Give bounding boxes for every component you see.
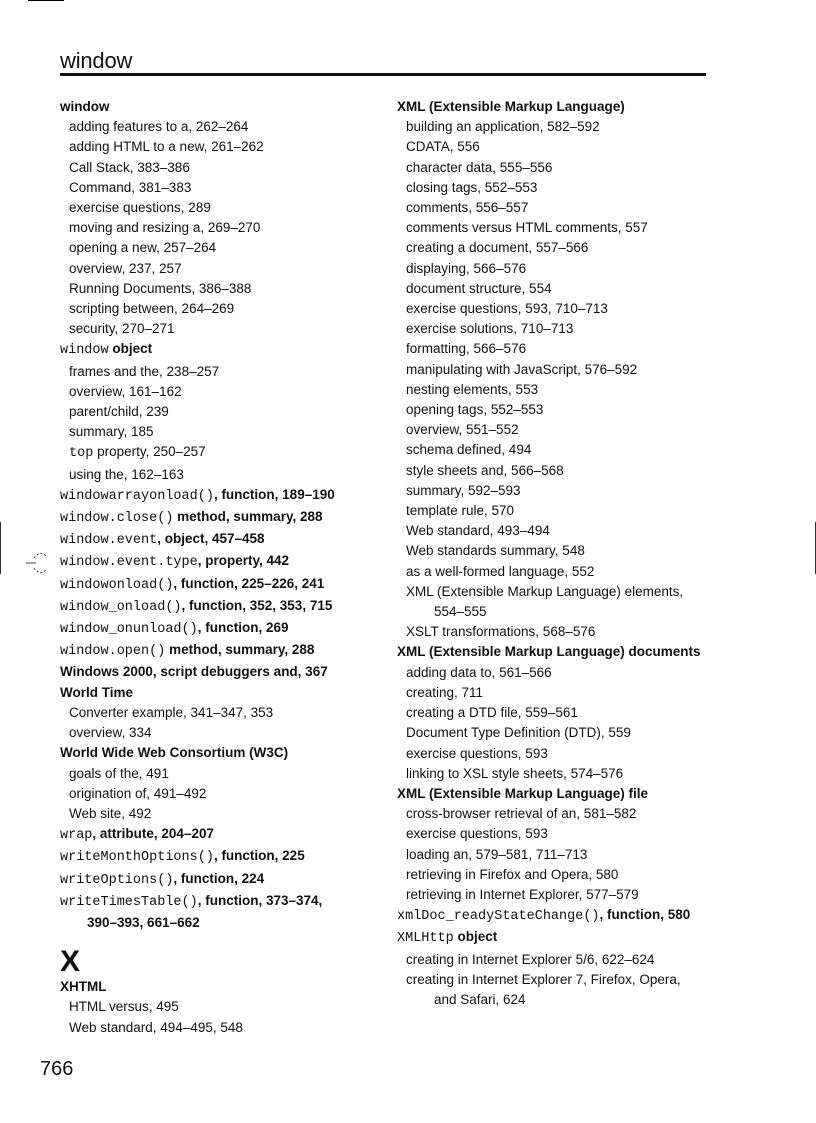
entry-text: World Time	[60, 684, 134, 700]
entry-text: Call Stack, 383–386	[69, 159, 190, 175]
index-subentry	[397, 299, 727, 319]
entry-text: 554–555	[434, 604, 487, 620]
entry-text: , function, 352, 353, 715	[181, 597, 333, 613]
index-subentry	[60, 723, 390, 743]
entry-text: Web standard, 494–495, 548	[69, 1019, 243, 1035]
entry-text: displaying, 566–576	[406, 260, 527, 276]
index-subentry	[60, 997, 390, 1017]
code-term: top	[69, 446, 94, 462]
index-subentry	[397, 501, 727, 521]
code-term: window	[60, 343, 109, 359]
index-subentry	[397, 562, 727, 582]
index-subentry	[60, 178, 390, 198]
index-subentry	[397, 339, 727, 359]
code-term: window.close()	[60, 511, 174, 527]
entry-text: style sheets and, 566–568	[406, 462, 564, 478]
entry-text: , function, 225–226, 241	[173, 575, 325, 591]
index-column-right	[397, 97, 727, 1010]
entry-text: manipulating with JavaScript, 576–592	[406, 361, 638, 377]
index-subentry	[397, 865, 727, 885]
entry-text: parent/child, 239	[69, 404, 169, 420]
index-subentry	[397, 198, 727, 218]
code-term: wrap	[60, 828, 93, 844]
index-subentry	[60, 299, 390, 319]
index-subentry	[60, 1018, 390, 1038]
entry-text: XML (Extensible Markup Language) documents	[397, 644, 701, 660]
entry-text: , function, 224	[173, 870, 265, 886]
index-subentry	[397, 178, 727, 198]
entry-text: building an application, 582–592	[406, 119, 600, 135]
entry-text: XML (Extensible Markup Language)	[397, 99, 625, 114]
index-entry	[397, 784, 727, 804]
entry-text: Windows 2000, script debuggers and, 367	[60, 664, 328, 680]
index-entry	[60, 743, 390, 763]
code-term: window_onload()	[60, 599, 182, 615]
top-rule	[28, 0, 64, 1]
entry-text: method, summary, 288	[165, 642, 315, 658]
index-subentry	[397, 400, 727, 420]
entry-text: 390–393, 661–662	[87, 914, 200, 930]
index-subentry	[60, 238, 390, 258]
code-term: writeTimesTable()	[60, 894, 198, 910]
index-subentry-continuation	[397, 602, 727, 622]
index-subentry	[397, 218, 727, 238]
entry-text: , function, 269	[197, 620, 289, 636]
header-rule	[60, 73, 706, 76]
index-subentry	[397, 703, 727, 723]
entry-text: overview, 237, 257	[69, 260, 182, 276]
entry-text: creating in Internet Explorer 7, Firefox, Opera,	[406, 971, 681, 987]
index-subentry	[60, 703, 390, 723]
index-subentry	[397, 663, 727, 683]
entry-text: XML (Extensible Markup Language) elements,	[406, 583, 684, 599]
index-subentry	[397, 764, 727, 784]
entry-text: adding data to, 561–566	[406, 664, 552, 680]
index-entry	[60, 618, 390, 640]
code-term: window.open()	[60, 644, 166, 660]
index-entry	[60, 977, 390, 997]
index-subentry	[60, 465, 390, 485]
entry-text: retrieving in Internet Explorer, 577–579	[406, 886, 639, 902]
page-edge-mark-left	[0, 522, 1, 574]
entry-text: X	[60, 945, 81, 979]
index-subentry	[60, 279, 390, 299]
index-subentry	[397, 744, 727, 764]
index-subentry	[397, 970, 727, 990]
index-column-left	[60, 97, 390, 1038]
entry-text: moving and resizing a, 269–270	[69, 220, 261, 236]
index-subentry	[397, 440, 727, 460]
index-subentry	[397, 420, 727, 440]
entry-text: Web standard, 493–494	[406, 523, 550, 539]
entry-text: comments versus HTML comments, 557	[406, 220, 648, 236]
index-entry	[60, 891, 390, 913]
entry-text: exercise questions, 289	[69, 200, 211, 216]
index-subentry	[60, 442, 390, 464]
index-entry	[60, 869, 390, 891]
index-subentry	[397, 279, 727, 299]
entry-text: adding HTML to a new, 261–262	[69, 139, 264, 155]
index-subentry	[397, 824, 727, 844]
index-entry	[60, 339, 390, 361]
entry-text: document structure, 554	[406, 280, 552, 296]
index-entry	[397, 927, 727, 949]
entry-text: formatting, 566–576	[406, 341, 527, 357]
index-entry	[60, 683, 390, 703]
index-subentry	[397, 259, 727, 279]
code-term: writeMonthOptions()	[60, 850, 214, 866]
index-entry	[60, 596, 390, 618]
entry-text: , property, 442	[197, 553, 290, 569]
entry-text: creating a DTD file, 559–561	[406, 705, 578, 721]
index-subentry	[397, 461, 727, 481]
entry-text: goals of the, 491	[69, 765, 169, 781]
entry-text: as a well-formed language, 552	[406, 563, 595, 579]
index-subentry	[397, 137, 727, 157]
index-subentry	[397, 723, 727, 743]
index-subentry	[60, 117, 390, 137]
index-entry	[397, 905, 727, 927]
entry-text: closing tags, 552–553	[406, 179, 538, 195]
index-subentry	[397, 582, 727, 602]
code-term: windowarrayonload()	[60, 488, 214, 504]
index-subentry	[60, 218, 390, 238]
index-subentry	[60, 198, 390, 218]
index-subentry	[60, 137, 390, 157]
entry-text: method, summary, 288	[173, 509, 323, 525]
index-subentry	[397, 521, 727, 541]
index-subentry	[397, 117, 727, 137]
entry-text: overview, 551–552	[406, 422, 519, 438]
index-subentry	[60, 784, 390, 804]
entry-text: summary, 592–593	[406, 482, 521, 498]
index-subentry	[397, 158, 727, 178]
entry-text: , function, 373–374,	[197, 892, 323, 908]
index-subentry	[397, 622, 727, 642]
entry-text: , attribute, 204–207	[92, 826, 214, 842]
code-term: windowonload()	[60, 577, 174, 593]
entry-text: frames and the, 238–257	[69, 363, 220, 379]
entry-text: Converter example, 341–347, 353	[69, 704, 274, 720]
entry-text: creating in Internet Explorer 5/6, 622–624	[406, 951, 655, 967]
entry-text: creating, 711	[406, 684, 484, 700]
index-entry	[60, 507, 390, 529]
index-subentry	[397, 541, 727, 561]
index-entry	[60, 97, 390, 117]
code-term: window_onunload()	[60, 622, 198, 638]
entry-text: linking to XSL style sheets, 574–576	[406, 765, 624, 781]
index-subentry	[60, 259, 390, 279]
page-number: 766	[40, 1058, 74, 1080]
entry-text: character data, 555–556	[406, 159, 553, 175]
index-entry	[60, 640, 390, 662]
index-subentry	[397, 804, 727, 824]
index-entry-continuation	[60, 913, 390, 933]
entry-text: , function, 189–190	[213, 486, 335, 502]
index-subentry	[397, 380, 727, 400]
entry-text: object	[453, 929, 498, 945]
code-term: XMLHttp	[397, 931, 454, 947]
entry-text: exercise solutions, 710–713	[406, 321, 574, 337]
index-entry	[397, 97, 727, 117]
entry-text: creating a document, 557–566	[406, 240, 589, 256]
code-term: xmlDoc_readyStateChange()	[397, 909, 600, 925]
index-subentry	[397, 950, 727, 970]
entry-text: adding features to a, 262–264	[69, 119, 249, 135]
code-term: writeOptions()	[60, 872, 174, 888]
index-subentry	[60, 422, 390, 442]
entry-text: Command, 381–383	[69, 179, 192, 195]
entry-text: comments, 556–557	[406, 200, 529, 216]
entry-text: scripting between, 264–269	[69, 301, 235, 317]
entry-text: loading an, 579–581, 711–713	[406, 846, 588, 862]
index-entry	[60, 824, 390, 846]
index-entry	[60, 551, 390, 573]
entry-text: Document Type Definition (DTD), 559	[406, 725, 631, 741]
index-subentry	[397, 360, 727, 380]
index-entry	[60, 529, 390, 551]
code-term: window.event.type	[60, 555, 198, 571]
code-term: window.event	[60, 533, 158, 549]
index-entry	[60, 662, 390, 682]
index-subentry-continuation	[397, 990, 727, 1010]
entry-text: , object, 457–458	[157, 531, 265, 547]
index-subentry	[60, 158, 390, 178]
entry-text: XML (Extensible Markup Language) file	[397, 785, 649, 801]
index-subentry	[60, 319, 390, 339]
entry-text: HTML versus, 495	[69, 999, 179, 1015]
entry-text: overview, 334	[69, 725, 152, 741]
entry-text: cross-browser retrieval of an, 581–582	[406, 806, 637, 822]
scan-artifact-mark	[24, 548, 58, 580]
index-subentry	[60, 362, 390, 382]
index-entry	[60, 846, 390, 868]
entry-text: object	[108, 341, 153, 357]
index-subentry	[60, 764, 390, 784]
entry-text: Web standards summary, 548	[406, 543, 585, 559]
entry-text: and Safari, 624	[434, 991, 526, 1007]
index-subentry	[397, 238, 727, 258]
entry-text: World Wide Web Consortium (W3C)	[60, 745, 289, 761]
entry-text: opening a new, 257–264	[69, 240, 217, 256]
index-subentry	[60, 804, 390, 824]
entry-text: window	[60, 99, 110, 114]
entry-text: , function, 580	[599, 907, 691, 923]
entry-text: overview, 161–162	[69, 383, 182, 399]
entry-text: , function, 225	[213, 848, 305, 864]
entry-text: nesting elements, 553	[406, 381, 539, 397]
entry-text: exercise questions, 593, 710–713	[406, 301, 608, 317]
entry-text: CDATA, 556	[406, 139, 480, 155]
index-entry	[397, 642, 727, 662]
entry-text: property, 250–257	[93, 444, 206, 460]
entry-text: XHTML	[60, 979, 107, 995]
index-subentry	[60, 382, 390, 402]
entry-text: opening tags, 552–553	[406, 402, 544, 418]
index-entry	[60, 574, 390, 596]
entry-text: exercise questions, 593	[406, 745, 548, 761]
index-subentry	[397, 885, 727, 905]
entry-text: retrieving in Firefox and Opera, 580	[406, 866, 619, 882]
section-letter	[60, 943, 390, 977]
entry-text: exercise questions, 593	[406, 826, 548, 842]
entry-text: XSLT transformations, 568–576	[406, 624, 596, 640]
index-subentry	[397, 683, 727, 703]
entry-text: Running Documents, 386–388	[69, 280, 252, 296]
entry-text: origination of, 491–492	[69, 785, 207, 801]
index-entry	[60, 485, 390, 507]
entry-text: schema defined, 494	[406, 442, 532, 458]
entry-text: using the, 162–163	[69, 466, 184, 482]
index-subentry	[397, 845, 727, 865]
running-header: window	[60, 48, 133, 73]
entry-text: template rule, 570	[406, 503, 515, 519]
entry-text: summary, 185	[69, 424, 154, 440]
entry-text: Web site, 492	[69, 805, 152, 821]
index-subentry	[397, 481, 727, 501]
entry-text: security, 270–271	[69, 321, 175, 337]
index-subentry	[60, 402, 390, 422]
index-subentry	[397, 319, 727, 339]
